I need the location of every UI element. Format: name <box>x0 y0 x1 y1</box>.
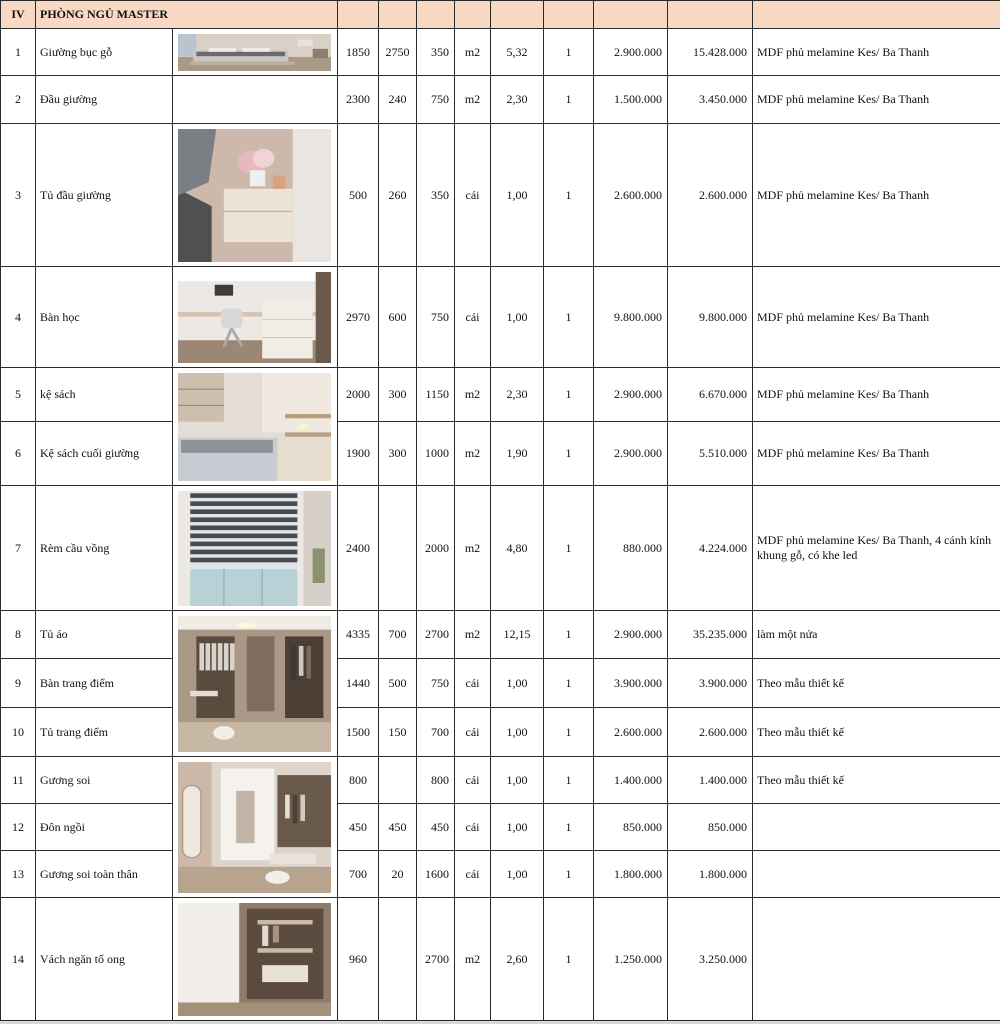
row-number: 8 <box>0 610 36 659</box>
material-note: Theo mẫu thiết kế <box>752 756 1000 804</box>
image-cell <box>172 123 338 267</box>
length-mm: 700 <box>337 850 379 898</box>
total-price: 9.800.000 <box>667 266 753 368</box>
depth-mm: 300 <box>378 421 417 486</box>
count: 1 <box>543 485 594 611</box>
quantity: 1,00 <box>490 123 544 267</box>
item-name: Đầu giường <box>35 75 173 124</box>
length-mm: 4335 <box>337 610 379 659</box>
depth-mm <box>378 897 417 1021</box>
material-note: MDF phủ melamine Kes/ Ba Thanh, 4 cánh kính khung gỗ, có khe led <box>752 485 1000 611</box>
section-number: IV <box>0 0 36 29</box>
unit-price: 1.400.000 <box>593 756 668 804</box>
height-mm: 450 <box>416 803 455 851</box>
row-number: 1 <box>0 28 36 76</box>
row-number: 4 <box>0 266 36 368</box>
quantity: 1,00 <box>490 658 544 708</box>
unit: m2 <box>454 75 491 124</box>
depth-mm: 150 <box>378 707 417 757</box>
header-cell <box>667 0 753 29</box>
unit-price: 2.900.000 <box>593 28 668 76</box>
unit: cái <box>454 266 491 368</box>
quantity: 1,00 <box>490 756 544 804</box>
count: 1 <box>543 123 594 267</box>
count: 1 <box>543 756 594 804</box>
material-note: Theo mẫu thiết kế <box>752 658 1000 708</box>
total-price: 3.900.000 <box>667 658 753 708</box>
quantity: 5,32 <box>490 28 544 76</box>
header-cell <box>378 0 417 29</box>
length-mm: 2000 <box>337 367 379 422</box>
total-price: 3.250.000 <box>667 897 753 1021</box>
depth-mm: 20 <box>378 850 417 898</box>
material-note: MDF phủ melamine Kes/ Ba Thanh <box>752 28 1000 76</box>
unit-price: 3.900.000 <box>593 658 668 708</box>
total-price: 1.400.000 <box>667 756 753 804</box>
total-price: 1.800.000 <box>667 850 753 898</box>
length-mm: 2400 <box>337 485 379 611</box>
unit-price: 2.900.000 <box>593 421 668 486</box>
bookshelf-photo <box>178 373 331 481</box>
height-mm: 700 <box>416 707 455 757</box>
total-price: 15.428.000 <box>667 28 753 76</box>
partition-photo <box>178 903 331 1016</box>
count: 1 <box>543 850 594 898</box>
row-number: 2 <box>0 75 36 124</box>
material-note: MDF phủ melamine Kes/ Ba Thanh <box>752 266 1000 368</box>
height-mm: 1150 <box>416 367 455 422</box>
material-note: MDF phủ melamine Kes/ Ba Thanh <box>752 75 1000 124</box>
total-price: 2.600.000 <box>667 123 753 267</box>
image-cell <box>172 897 338 1021</box>
height-mm: 750 <box>416 75 455 124</box>
length-mm: 960 <box>337 897 379 1021</box>
header-cell <box>490 0 544 29</box>
unit-price: 2.600.000 <box>593 123 668 267</box>
row-number: 6 <box>0 421 36 486</box>
height-mm: 2700 <box>416 610 455 659</box>
item-name: Bàn học <box>35 266 173 368</box>
quantity: 1,90 <box>490 421 544 486</box>
item-name: Kệ sách cuối giường <box>35 421 173 486</box>
unit-price: 850.000 <box>593 803 668 851</box>
header-cell <box>593 0 668 29</box>
length-mm: 450 <box>337 803 379 851</box>
count: 1 <box>543 421 594 486</box>
depth-mm: 240 <box>378 75 417 124</box>
count: 1 <box>543 897 594 1021</box>
height-mm: 1000 <box>416 421 455 486</box>
quantity: 12,15 <box>490 610 544 659</box>
height-mm: 350 <box>416 123 455 267</box>
row-number: 5 <box>0 367 36 422</box>
height-mm: 750 <box>416 266 455 368</box>
unit: cái <box>454 756 491 804</box>
material-note: làm một nửa <box>752 610 1000 659</box>
item-name: Gương soi toàn thân <box>35 850 173 898</box>
depth-mm: 450 <box>378 803 417 851</box>
quantity: 1,00 <box>490 707 544 757</box>
quantity: 1,00 <box>490 266 544 368</box>
unit-price: 1.250.000 <box>593 897 668 1021</box>
length-mm: 800 <box>337 756 379 804</box>
mirror-stool-photo <box>178 762 331 893</box>
header-cell <box>337 0 379 29</box>
row-number: 13 <box>0 850 36 898</box>
material-note <box>752 850 1000 898</box>
item-name: Bàn trang điểm <box>35 658 173 708</box>
header-cell <box>454 0 491 29</box>
bedroom-photo <box>178 34 331 71</box>
unit: cái <box>454 803 491 851</box>
quantity: 2,30 <box>490 75 544 124</box>
unit-price: 2.600.000 <box>593 707 668 757</box>
count: 1 <box>543 610 594 659</box>
depth-mm: 260 <box>378 123 417 267</box>
quantity: 4,80 <box>490 485 544 611</box>
count: 1 <box>543 266 594 368</box>
nightstand-photo <box>178 129 331 262</box>
depth-mm <box>378 485 417 611</box>
unit-price: 2.900.000 <box>593 610 668 659</box>
image-cell <box>172 756 338 898</box>
unit: cái <box>454 707 491 757</box>
unit: m2 <box>454 897 491 1021</box>
item-name: Đôn ngồi <box>35 803 173 851</box>
height-mm: 2700 <box>416 897 455 1021</box>
length-mm: 1900 <box>337 421 379 486</box>
total-price: 5.510.000 <box>667 421 753 486</box>
wardrobe-photo <box>178 616 331 752</box>
unit-price: 1.500.000 <box>593 75 668 124</box>
unit-price: 1.800.000 <box>593 850 668 898</box>
height-mm: 350 <box>416 28 455 76</box>
length-mm: 500 <box>337 123 379 267</box>
count: 1 <box>543 803 594 851</box>
unit: cái <box>454 850 491 898</box>
row-number: 10 <box>0 707 36 757</box>
count: 1 <box>543 658 594 708</box>
height-mm: 800 <box>416 756 455 804</box>
unit: m2 <box>454 28 491 76</box>
count: 1 <box>543 75 594 124</box>
depth-mm: 2750 <box>378 28 417 76</box>
image-cell <box>172 75 338 124</box>
unit: m2 <box>454 421 491 486</box>
height-mm: 750 <box>416 658 455 708</box>
length-mm: 2300 <box>337 75 379 124</box>
unit: m2 <box>454 610 491 659</box>
header-cell <box>543 0 594 29</box>
header-cell <box>416 0 455 29</box>
desk-photo <box>178 272 331 363</box>
unit: m2 <box>454 367 491 422</box>
unit: cái <box>454 658 491 708</box>
length-mm: 1850 <box>337 28 379 76</box>
item-name: Tủ trang điểm <box>35 707 173 757</box>
count: 1 <box>543 707 594 757</box>
quantity: 1,00 <box>490 803 544 851</box>
depth-mm: 700 <box>378 610 417 659</box>
unit-price: 2.900.000 <box>593 367 668 422</box>
unit-price: 880.000 <box>593 485 668 611</box>
rainbow-blind-photo <box>178 491 331 606</box>
total-price: 850.000 <box>667 803 753 851</box>
material-note <box>752 803 1000 851</box>
image-cell <box>172 28 338 76</box>
unit: m2 <box>454 485 491 611</box>
count: 1 <box>543 28 594 76</box>
total-price: 35.235.000 <box>667 610 753 659</box>
material-note: Theo mẫu thiết kế <box>752 707 1000 757</box>
unit-price: 9.800.000 <box>593 266 668 368</box>
unit: cái <box>454 123 491 267</box>
section-title: PHÒNG NGỦ MASTER <box>35 0 338 29</box>
item-name: Vách ngăn tổ ong <box>35 897 173 1021</box>
item-name: kệ sách <box>35 367 173 422</box>
length-mm: 1500 <box>337 707 379 757</box>
item-name: Tủ áo <box>35 610 173 659</box>
row-number: 3 <box>0 123 36 267</box>
depth-mm: 300 <box>378 367 417 422</box>
total-price: 6.670.000 <box>667 367 753 422</box>
material-note: MDF phủ melamine Kes/ Ba Thanh <box>752 421 1000 486</box>
length-mm: 2970 <box>337 266 379 368</box>
row-number: 12 <box>0 803 36 851</box>
depth-mm <box>378 756 417 804</box>
image-cell <box>172 266 338 368</box>
total-price: 2.600.000 <box>667 707 753 757</box>
header-cell <box>752 0 1000 29</box>
height-mm: 1600 <box>416 850 455 898</box>
length-mm: 1440 <box>337 658 379 708</box>
depth-mm: 600 <box>378 266 417 368</box>
row-number: 7 <box>0 485 36 611</box>
image-cell <box>172 367 338 486</box>
row-number: 14 <box>0 897 36 1021</box>
total-price: 3.450.000 <box>667 75 753 124</box>
material-note: MDF phủ melamine Kes/ Ba Thanh <box>752 123 1000 267</box>
item-name: Rèm cầu vồng <box>35 485 173 611</box>
image-cell <box>172 610 338 757</box>
row-number: 9 <box>0 658 36 708</box>
count: 1 <box>543 367 594 422</box>
row-number: 11 <box>0 756 36 804</box>
depth-mm: 500 <box>378 658 417 708</box>
total-price: 4.224.000 <box>667 485 753 611</box>
height-mm: 2000 <box>416 485 455 611</box>
image-cell <box>172 485 338 611</box>
item-name: Giường bục gỗ <box>35 28 173 76</box>
material-note: MDF phủ melamine Kes/ Ba Thanh <box>752 367 1000 422</box>
material-note <box>752 897 1000 1021</box>
item-name: Tủ đầu giường <box>35 123 173 267</box>
quantity: 2,30 <box>490 367 544 422</box>
item-name: Gương soi <box>35 756 173 804</box>
quantity: 2,60 <box>490 897 544 1021</box>
quantity: 1,00 <box>490 850 544 898</box>
